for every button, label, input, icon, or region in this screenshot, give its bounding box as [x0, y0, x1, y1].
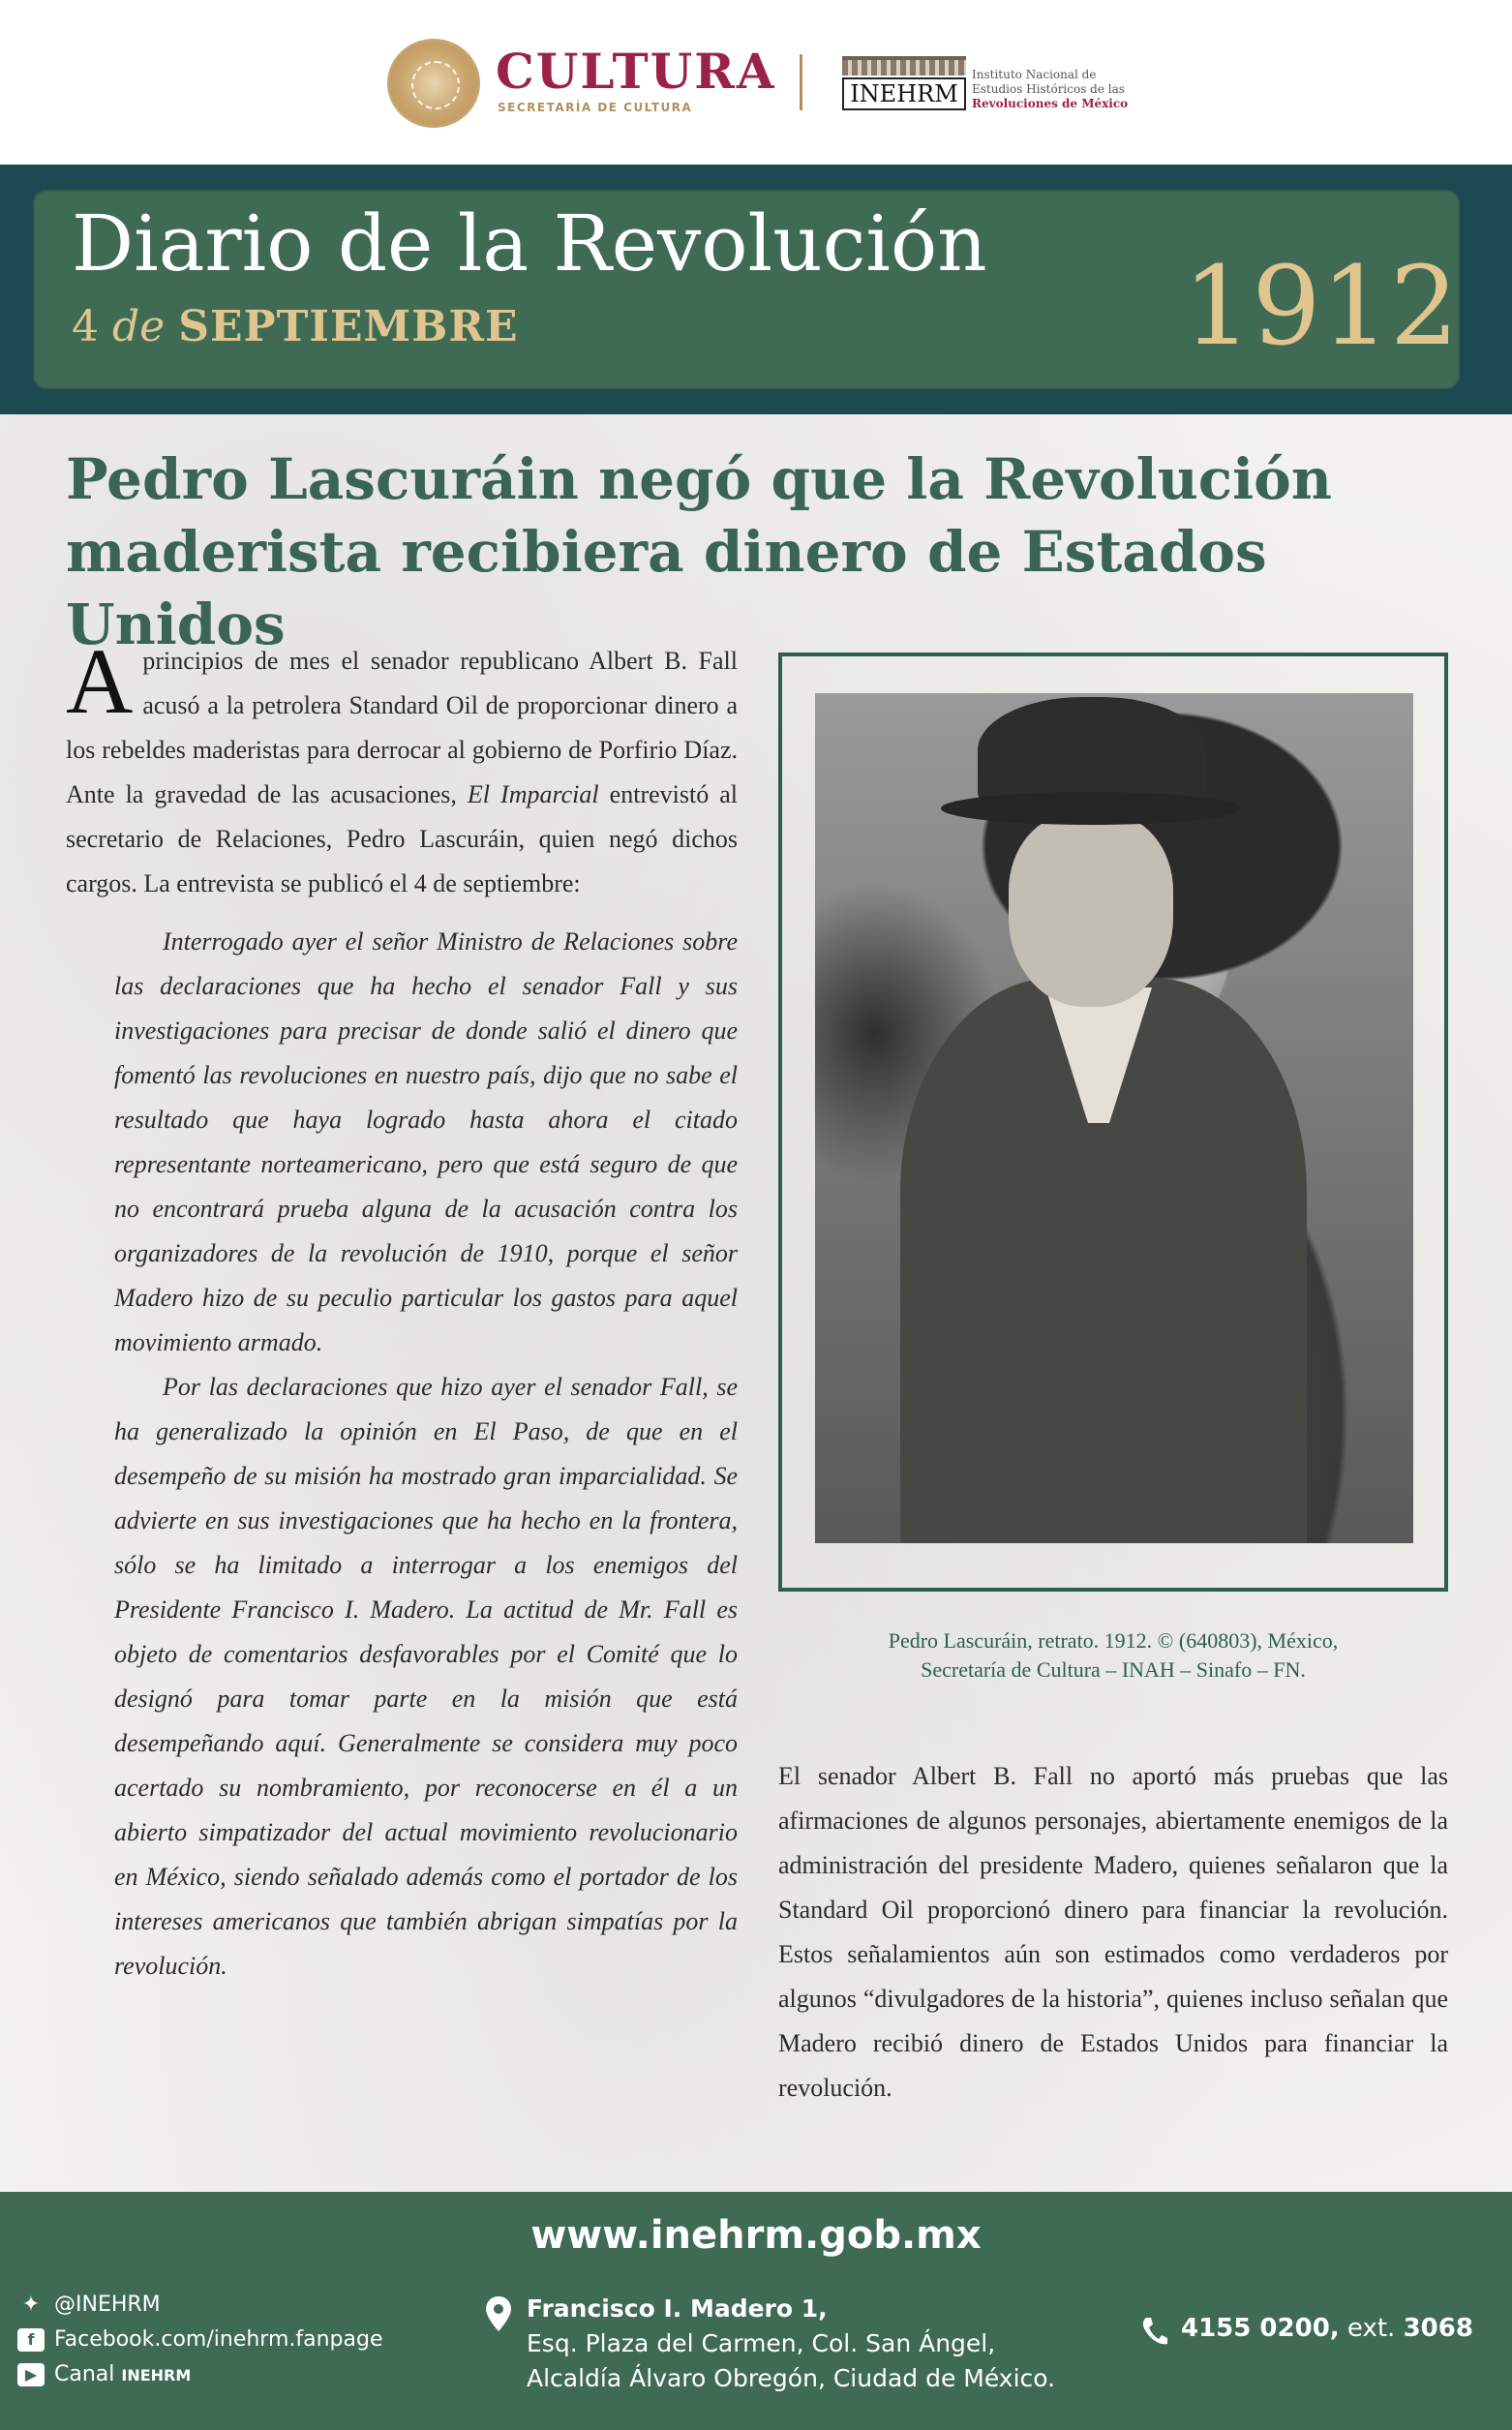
youtube-channel: INEHRM — [121, 2366, 192, 2384]
newspaper-name: El Imparcial — [467, 780, 599, 808]
twitter-icon: ✦ — [21, 2293, 41, 2317]
youtube-link[interactable] — [17, 2362, 191, 2386]
article-headline — [66, 443, 1460, 661]
banner-month: SEPTIEMBRE — [178, 302, 519, 351]
phone-ext-label: ext. — [1346, 2314, 1396, 2343]
twitter-handle: @INEHRM — [54, 2293, 161, 2317]
phone-main: 4155 0200, — [1181, 2314, 1340, 2343]
inehrm-line-1: Instituto Nacional de — [972, 68, 1097, 81]
intro-text-a: principios de mes el senador republicano Albert B. Fall acusó a la petrolera Standard Oil de proporcionar dinero a los rebeldes maderistas para derrocar al gobierno de Porfirio Díaz. Ante la gravedad de las acusaciones, — [66, 647, 738, 808]
portrait-face — [1009, 813, 1173, 1007]
youtube-label: Canal — [54, 2362, 115, 2386]
cultura-logo-name: CULTURA — [496, 43, 776, 100]
quote-paragraph-1: Interrogado ayer el señor Ministro de Relaciones sobre las declaraciones que ha hecho el senador Fall y sus investigaciones para precisar de donde salió el dinero que fomentó las revoluciones en nuestro país, dijo que no sabe el resultado que haya logrado hasta ahora el citado representante norteamericano, pero que está seguro de que no encontrará prueba alguna de la acusación contra los organizadores de la revolución de 1910, porque el señor Madero hizo de su peculio particular los gastos para aquel movimiento armado. — [114, 927, 738, 1356]
inehrm-logo: INEHRM — [842, 77, 966, 110]
address-line-1: Francisco I. Madero 1, — [527, 2294, 828, 2323]
cultura-logo-subtitle: SECRETARÍA DE CULTURA — [498, 101, 693, 114]
banner-year: 1912 — [1183, 244, 1460, 370]
drop-cap: A — [66, 629, 134, 733]
inehrm-line-3: Revoluciones de México — [972, 97, 1129, 110]
headline-line-2: maderista recibiera dinero de Estados Unidos — [66, 519, 1267, 657]
intro-text-b: entrevistó al secretario de Relaciones, Pedro Lascuráin, quien negó dichos cargos. La entrevista se publicó el 4 de septiembre: — [66, 780, 739, 897]
seal-icon — [387, 39, 480, 128]
caption-line-1: Pedro Lascuráin, retrato. 1912. © (640803), México, — [888, 1628, 1339, 1653]
website-link[interactable]: www.inehrm.gob.mx — [530, 2213, 982, 2258]
phone-icon — [1140, 2316, 1167, 2347]
closing-paragraph: El senador Albert B. Fall no aportó más pruebas que las afirmaciones de algunos personajes, abiertamente enemigos de la administración del presidente Madero, quienes señalaron que la Standard Oil proporcionó dinero para financiar la revolución. Estos señalamientos aún son estimados como verdaderos por algunos “divulgadores de la historia”, quienes incluso señalan que Madero recibió dinero de Estados Unidos para financiar la revolución. — [778, 1762, 1448, 2102]
left-column — [66, 629, 739, 1989]
banner-title: Diario de la Revolución — [72, 198, 987, 289]
inehrm-line-2: Estudios Históricos de las — [972, 82, 1125, 96]
twitter-link[interactable] — [17, 2293, 161, 2317]
youtube-icon: ▶ — [17, 2363, 45, 2386]
banner-date — [72, 302, 518, 351]
photo-caption — [778, 1626, 1448, 1685]
address-line-2: Esq. Plaza del Carmen, Col. San Ángel, — [527, 2329, 996, 2357]
portrait-hat-brim — [941, 792, 1241, 825]
headline-line-1: Pedro Lascuráin negó que la Revolución — [66, 446, 1333, 512]
caption-line-2: Secretaría de Cultura – INAH – Sinafo – FN. — [921, 1657, 1306, 1682]
facebook-icon: f — [17, 2328, 45, 2352]
phone-number[interactable] — [1181, 2314, 1473, 2343]
facebook-url: Facebook.com/inehrm.fanpage — [54, 2327, 383, 2352]
intro-paragraph — [66, 629, 739, 906]
location-pin-icon — [486, 2296, 511, 2331]
facebook-link[interactable] — [17, 2327, 383, 2352]
quote-paragraph-2: Por las declaraciones que hizo ayer el senador Fall, se ha generalizado la opinión en El Paso, de que en el desempeño de su misión ha mostrado gran imparcialidad. Se advierte en sus investigaciones que ha hecho en la frontera, sólo se ha limitado a interrogar a los enemigos del Presidente Francisco I. Madero. La actitud de Mr. Fall es objeto de comentarios desfavorables por el Comité que lo designó para tomar parte en la misión que está desempeñando aquí. Generalmente se considera muy poco acertado su nombramiento, por reconocerse en él a un abierto simpatizador del actual movimiento revolucionario en México, siendo señalado además como el portador de los intereses americanos que también abrigan simpatías por la revolución. — [114, 1373, 738, 1980]
banner-de: de — [112, 302, 166, 351]
banner-day: 4 — [72, 302, 99, 351]
phone-ext: 3068 — [1403, 2314, 1473, 2343]
address-line-3: Alcaldía Álvaro Obregón, Ciudad de México. — [527, 2364, 1056, 2392]
logo-divider — [800, 54, 802, 110]
inehrm-building-icon — [842, 56, 966, 76]
